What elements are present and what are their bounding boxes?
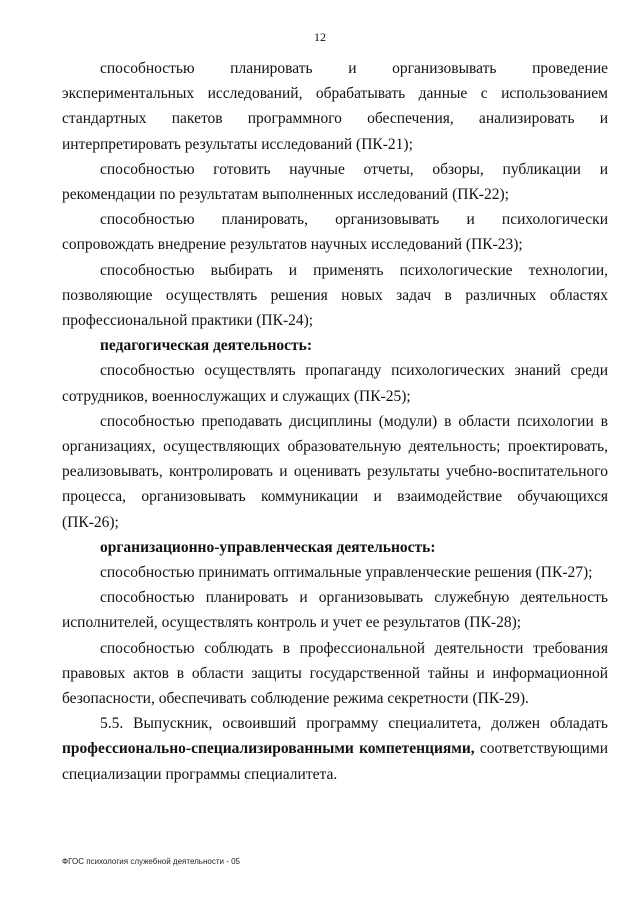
page-footer: ФГОС психология служебной деятельности - 05 <box>62 857 240 866</box>
competency-pk-26: способностью преподавать дисциплины (модули) в области психологии в организациях, осуществляющих образовательную деятельность; проектировать, реализовывать, контролировать и оценивать результаты учебно-воспитательного процесса, организовывать коммуникации и взаимодействие обучающихся (ПК-26); <box>62 412 608 531</box>
competency-pk-28: способностью планировать и организовывать служебную деятельность исполнителей, осуществлять контроль и учет ее результатов (ПК-28); <box>62 589 608 632</box>
clause-5-5 <box>62 711 608 787</box>
competency-pk-21: способностью планировать и организовывать проведение экспериментальных исследований, обрабатывать данные с использованием стандартных пакетов программного обеспечения, анализировать и интерпретировать результаты исследований (ПК-21); <box>62 60 608 153</box>
clause-5-5-tail: соответствующими специализации программы специалитета. <box>62 740 609 783</box>
competency-pk-27: способностью принимать оптимальные управленческие решения (ПК-27); <box>100 564 593 582</box>
competency-pk-23: способностью планировать, организовывать и психологически сопровождать внедрение результатов научных исследований (ПК-23); <box>62 211 608 254</box>
clause-5-5-lead: 5.5. Выпускник, освоивший программу специалитета, должен обладать <box>100 715 608 733</box>
competency-pk-24: способностью выбирать и применять психологические технологии, позволяющие осуществлять решения новых задач в различных областях профессиональной практики (ПК-24); <box>62 261 608 330</box>
document-body <box>62 56 608 787</box>
competency-pk-29: способностью соблюдать в профессиональной деятельности требования правовых актов в области защиты государственной тайны и информационной безопасности, обеспечивать соблюдение режима секретности (ПК-29). <box>62 639 608 708</box>
clause-5-5-bold-term: профессионально-специализированными компетенциями, <box>62 740 475 758</box>
section-heading-organizational: организационно-управленческая деятельность: <box>100 538 436 556</box>
section-heading-pedagogical: педагогическая деятельность: <box>100 337 312 355</box>
competency-pk-22: способностью готовить научные отчеты, обзоры, публикации и рекомендации по результатам выполненных исследований (ПК-22); <box>62 160 608 204</box>
competency-pk-25: способностью осуществлять пропаганду психологических знаний среди сотрудников, военнослужащих и служащих (ПК-25); <box>62 362 608 405</box>
page-number: 12 <box>314 30 326 44</box>
